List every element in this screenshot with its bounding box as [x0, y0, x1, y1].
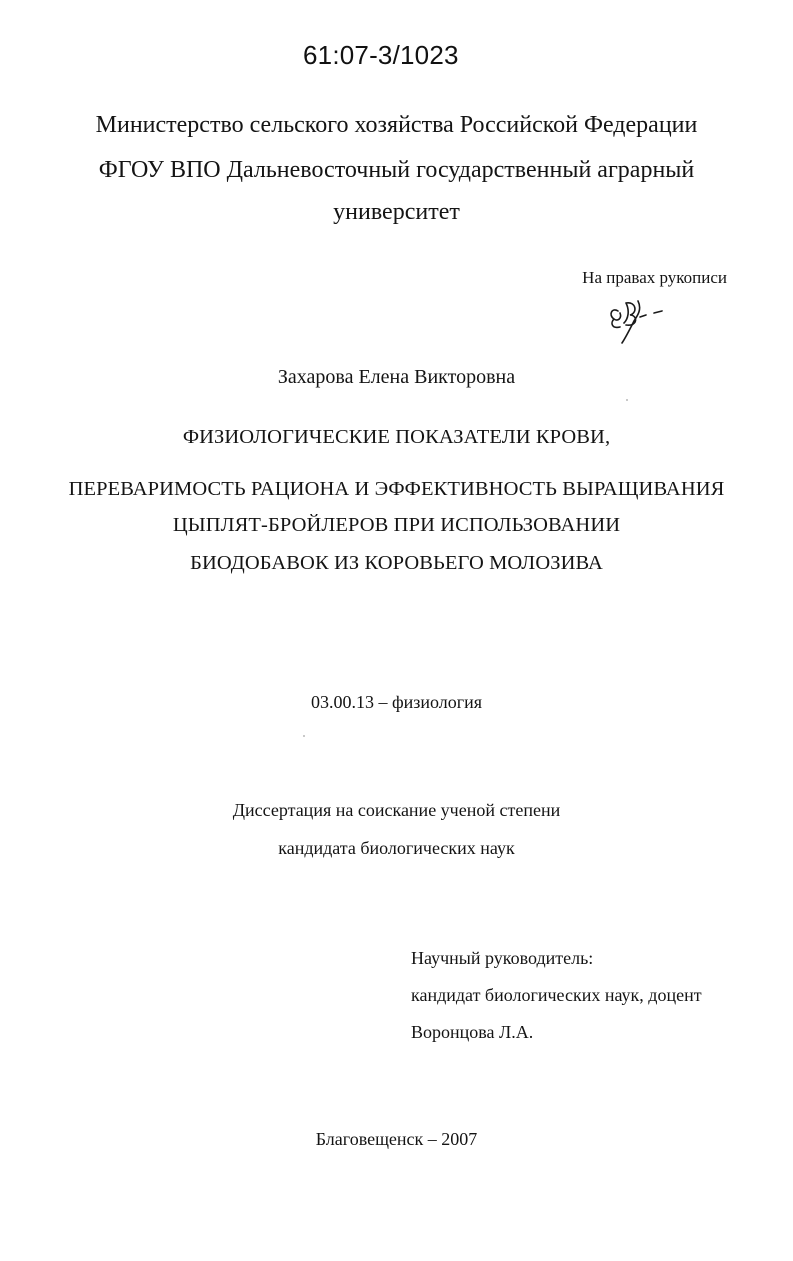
- university-line: ФГОУ ВПО Дальневосточный государственный аграрный: [98, 157, 695, 183]
- specialty-code: 03.00.13 – физиология: [310, 692, 483, 712]
- handwritten-signature: [604, 293, 674, 345]
- archive-stamp: 61:07-3/1023: [303, 40, 459, 70]
- supervisor-name: Воронцова Л.А.: [411, 1022, 534, 1042]
- supervisor-title: кандидат биологических наук, доцент: [411, 985, 702, 1005]
- dissertation-title-line: ЦЫПЛЯТ-БРОЙЛЕРОВ ПРИ ИСПОЛЬЗОВАНИИ: [172, 514, 621, 536]
- dissertation-title-line: ФИЗИОЛОГИЧЕСКИЕ ПОКАЗАТЕЛИ КРОВИ,: [182, 426, 611, 448]
- city-year: Благовещенск – 2007: [315, 1129, 478, 1149]
- scan-speck: [626, 399, 628, 401]
- ministry-line: Министерство сельского хозяйства Российской Федерации: [95, 112, 698, 138]
- scan-speck: [303, 735, 305, 737]
- supervisor-heading: Научный руководитель:: [411, 948, 594, 968]
- dissertation-title-line: ПЕРЕВАРИМОСТЬ РАЦИОНА И ЭФФЕКТИВНОСТЬ ВЫРАЩИВАНИЯ: [68, 478, 725, 500]
- university-line-end: университет: [333, 199, 460, 225]
- manuscript-rights-note: На правах рукописи: [582, 268, 727, 287]
- degree-line: кандидата биологических наук: [278, 838, 515, 858]
- dissertation-title-line: БИОДОБАВОК ИЗ КОРОВЬЕГО МОЛОЗИВА: [190, 552, 603, 574]
- degree-line: Диссертация на соискание ученой степени: [232, 800, 561, 820]
- author-name: Захарова Елена Викторовна: [277, 366, 516, 388]
